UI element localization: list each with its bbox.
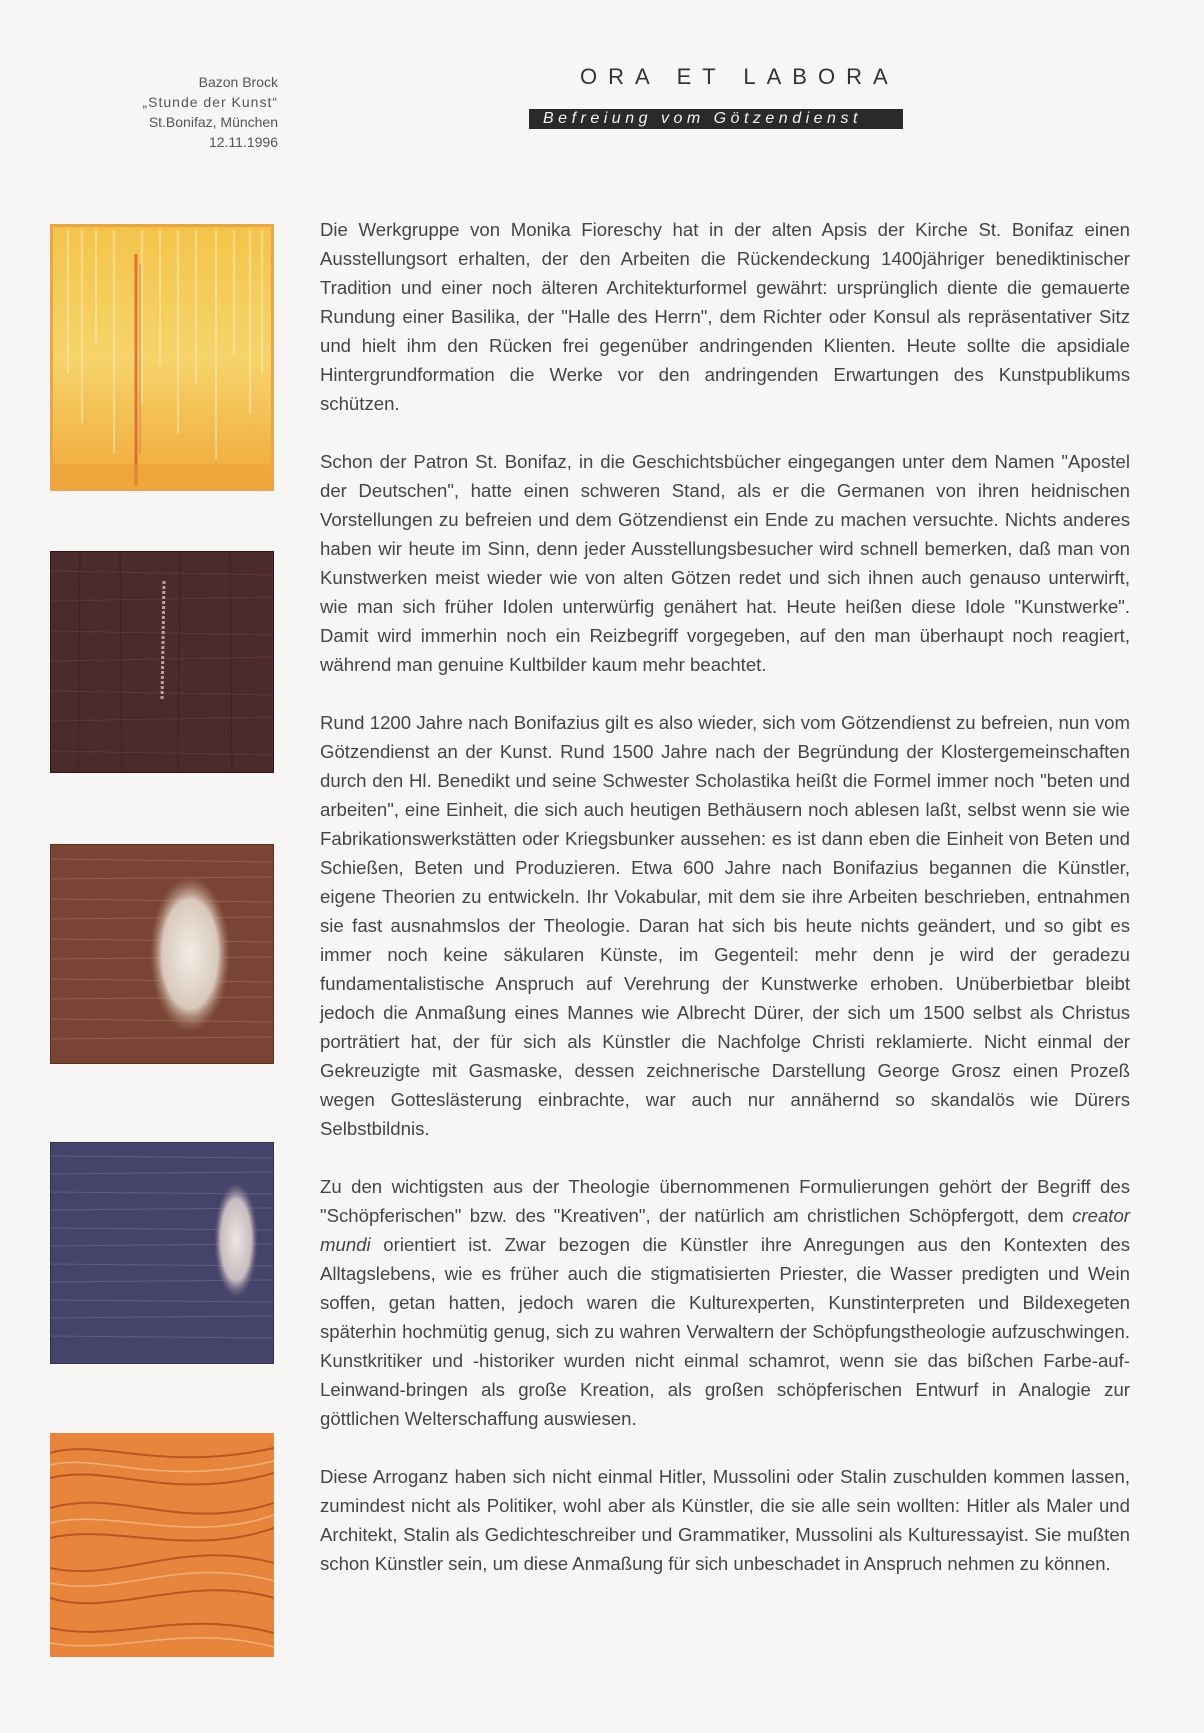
paragraph-5: Diese Arroganz haben sich nicht einmal Hitler, Mussolini oder Stalin zuschulden kommen lassen, zumindest nicht als Politiker, wohl aber als Künstler, die sie alle sein wollten: Hitler als Maler und Architekt, Stalin als Gedichteschreiber und Grammatiker, Mussolini als Kulturessayist. Sie mußten schon Künstler sein, um diese Anmaßung für sich unbeschadet in Anspruch nehmen zu können. <box>320 1466 1130 1574</box>
artwork-image-yellow <box>50 224 274 491</box>
artwork-image-brown-oval <box>50 844 274 1064</box>
artwork-image-orange-waves <box>50 1433 274 1657</box>
author-block <box>38 72 278 152</box>
event-title: „Stunde der Kunst“ <box>142 94 278 110</box>
paragraph-2: Schon der Patron St. Bonifaz, in die Geschichtsbücher eingegangen unter dem Namen "Apostel der Deutschen", hatte einen schweren Stand, als er die Germanen von ihren heidnischen Vorstellungen zu befreien und dem Götzendienst ein Ende zu machen versuchte. Nichts anderes haben wir heute im Sinn, denn jeder Ausstellungsbesucher wird schnell bemerken, daß man von Kunstwerken meist wieder wie von alten Götzen redet und sich ihnen auch genauso unterwirft, wie man sich früher Idolen unterwürfig genähert hat. Heute heißen diese Idole "Kunstwerke". Damit wird immerhin noch ein Reizbegriff vorgegeben, auf den man überhaupt noch reagiert, während man genuine Kultbilder kaum mehr beachtet. <box>320 451 1130 675</box>
artwork-image-blue-oval <box>50 1142 274 1364</box>
page-subtitle: Befreiung vom Götzendienst <box>529 109 903 129</box>
paragraph-4 <box>320 1172 1130 1433</box>
paragraph-4-italic-term: creator mundi <box>320 1205 1130 1255</box>
event-date: 12.11.1996 <box>208 134 278 150</box>
paragraph-3: Rund 1200 Jahre nach Bonifazius gilt es also wieder, sich vom Götzendienst zu befreien, nun vom Götzendienst an der Kunst. Rund 1500 Jahre nach der Begründung der Klostergemeinschaften durch den Hl. Benedikt und seine Schwester Scholastika heißt die Formel immer noch "beten und arbeiten", eine Einheit, die sich auch heutigen Bethäusern noch ablesen laßt, selbst wenn sie wie Fabrikationswerkstätten oder Kriegsbunker aussehen: es ist dann eben die Einheit von Beten und Schießen, Beten und Produzieren. Etwa 600 Jahre nach Bonifazius begannen die Künstler, eigene Theorien zu entwickeln. Ihr Vokabular, mit dem sie ihre Arbeiten beschrieben, entnahmen sie fast ausnahmslos der Theologie. Daran hat sich bis heute nichts geändert, und so gibt es immer noch keine säkularen Künste, im Gegenteil: mehr denn je wird der geradezu fundamentalistische Anspruch auf Verehrung der Kunstwerke erhoben. Unüberbietbar bleibt jedoch die Anmaßung eines Mannes wie Albrecht Dürer, der sich um 1500 selbst als Christus porträtiert hat, der für sich als Künstler die Nachfolge Christi reklamierte. Nicht einmal der Gekreuzigte mit Gasmaske, dessen zeichnerische Darstellung George Grosz einen Prozeß wegen Gotteslästerung einbrachte, war auch nur annähernd so skandalös wie Dürers Selbstbildnis. <box>320 712 1130 1139</box>
page-title: ORA ET LABORA <box>580 64 899 89</box>
paragraph-1: Die Werkgruppe von Monika Fioreschy hat in der alten Apsis der Kirche St. Bonifaz einen Ausstellungsort erhalten, der den Arbeiten die Rückendeckung 1400jähriger benediktinischer Tradition und einer noch älteren Architekturformel gewährt: ursprünglich diente die gemauerte Rundung einer Basilika, der "Halle des Herrn", dem Richter oder Konsul als repräsentativer Sitz und hielt ihm den Rücken frei gegenüber andringenden Klienten. Heute sollte die apsidiale Hintergrundformation die Werke vor den andringenden Erwartungen des Kunstpublikums schützen. <box>320 219 1130 414</box>
paragraph-4-part-2: orientiert ist. Zwar bezogen die Künstler ihre Anregungen aus den Kontexten des Alltagslebens, wie es früher auch die stigmatisierten Priester, die Wasser predigten und Wein soffen, getan hatten, jedoch waren die Kulturexperten, Kunstinterpreten und Bildexegeten späterhin hochmütig genug, sich zu wahren Verwaltern der Schöpfungstheologie aufzuschwingen. Kunstkritiker und -historiker wurden nicht einmal schamrot, wenn sie das bißchen Farbe-auf-Leinwand-bringen als große Kreation, als großen schöpferischen Entwurf in Analogie zur göttlichen Welterschaffung auswiesen. <box>320 1234 1130 1429</box>
author-name: Bazon Brock <box>198 74 278 90</box>
paragraph-4-part-1: Zu den wichtigsten aus der Theologie übernommenen Formulierungen gehört der Begriff des "Schöpferischen" bzw. des "Kreativen", der natürlich am christlichen Schöpfergott, dem <box>320 1176 1130 1226</box>
article-body <box>320 215 1130 1607</box>
venue: St.Bonifaz, München <box>148 114 278 130</box>
artwork-image-maroon <box>50 551 274 773</box>
